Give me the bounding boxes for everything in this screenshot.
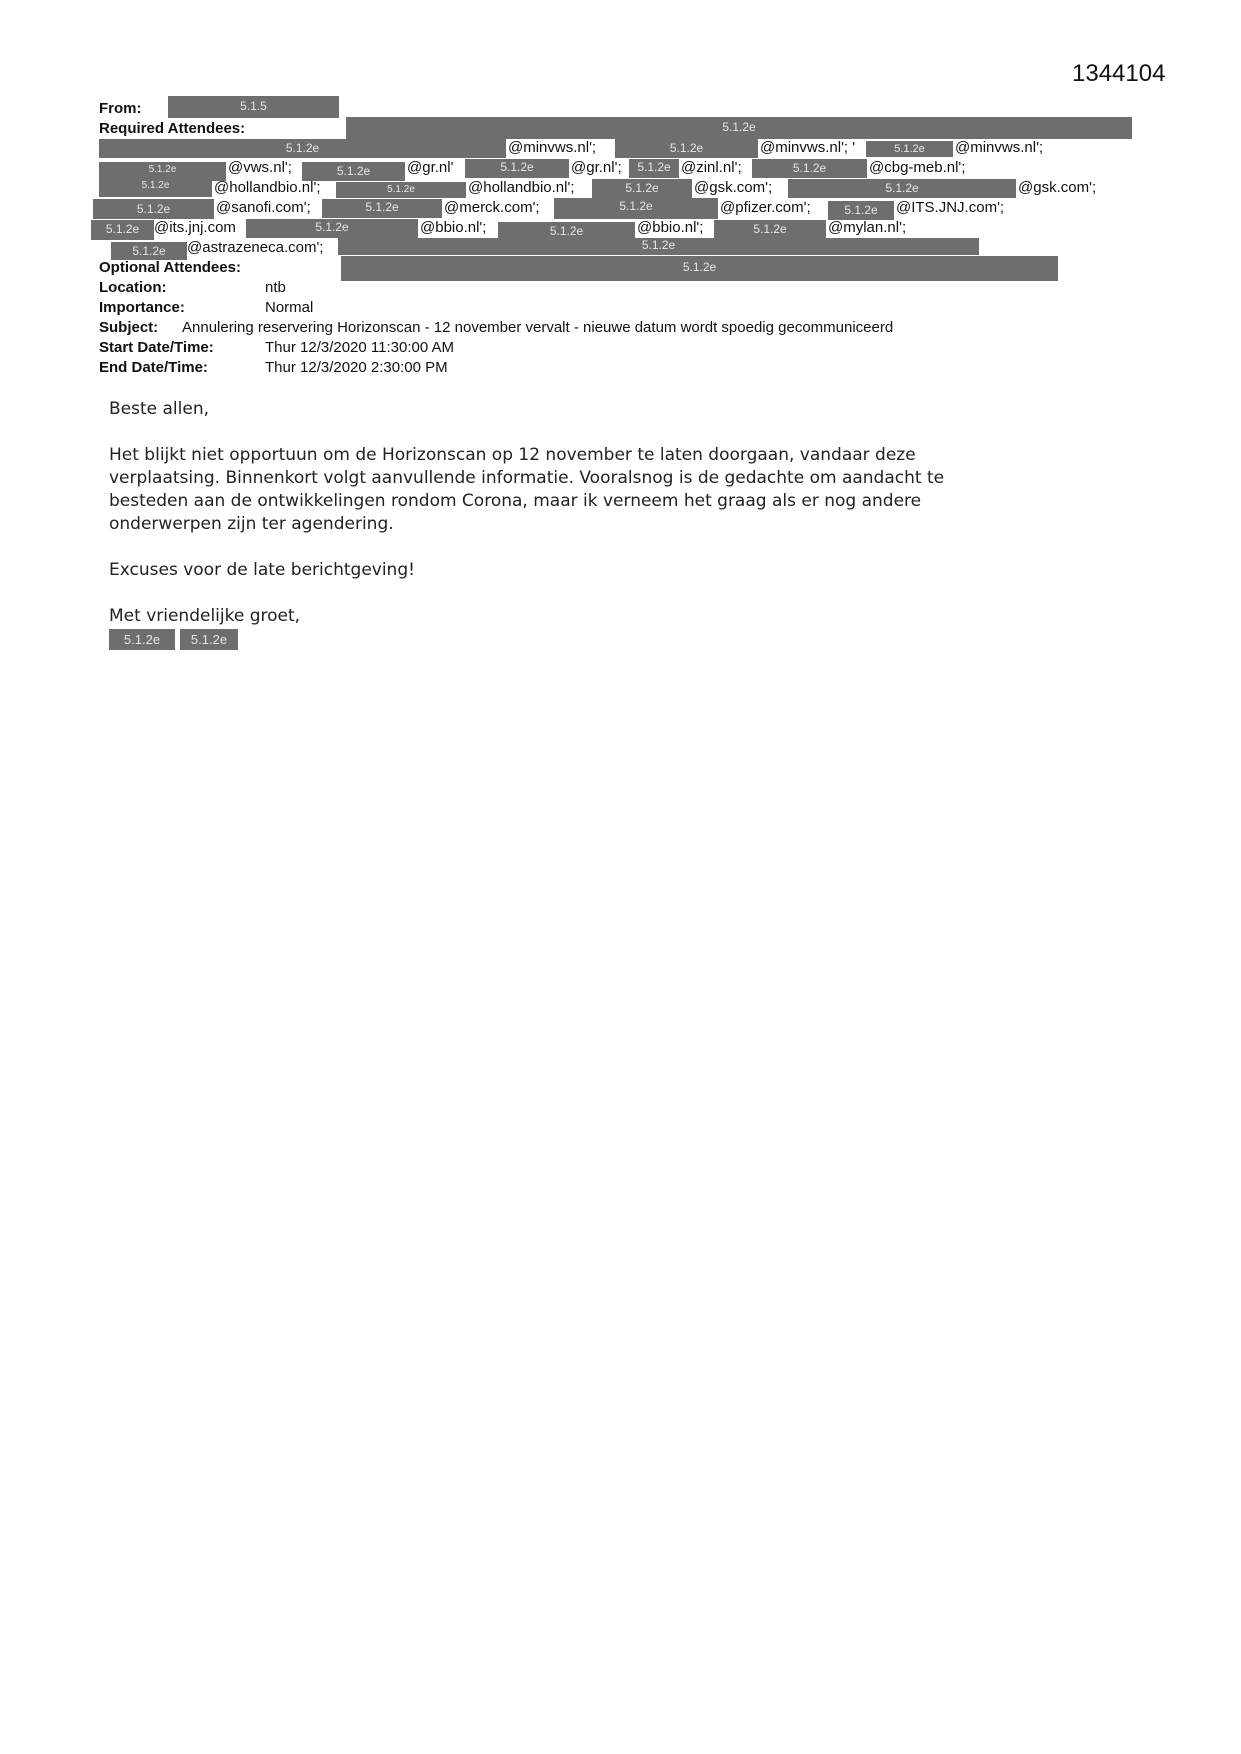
end-datetime-value: Thur 12/3/2020 2:30:00 PM — [265, 359, 448, 376]
email-domain: @bbio.nl'; — [420, 219, 487, 236]
email-domain: @hollandbio.nl'; — [214, 179, 321, 196]
email-domain: @its.jnj.com — [154, 219, 236, 236]
email-domain: @gsk.com'; — [1018, 179, 1097, 196]
start-datetime-label: Start Date/Time: — [99, 339, 214, 356]
signature-redaction: 5.1.2e — [109, 629, 175, 650]
redaction-block: 5.1.2e — [322, 199, 442, 218]
email-domain: @zinl.nl'; — [681, 159, 742, 176]
importance-value: Normal — [265, 299, 314, 316]
email-domain: @minvws.nl'; ' — [760, 139, 856, 156]
email-domain: @minvws.nl'; — [955, 139, 1044, 156]
from-label: From: — [99, 100, 142, 117]
redaction-block: 5.1.2e — [346, 117, 1132, 139]
redaction-block: 5.1.2e — [111, 242, 187, 260]
email-domain: @merck.com'; — [444, 199, 540, 216]
start-datetime-value: Thur 12/3/2020 11:30:00 AM — [265, 339, 455, 356]
redaction-block: 5.1.2e — [592, 179, 692, 198]
email-domain: @gsk.com'; — [694, 179, 773, 196]
message-greeting: Beste allen, — [109, 399, 210, 419]
redaction-block: 5.1.2e — [498, 222, 635, 241]
redaction-block: 5.1.2e — [629, 159, 679, 178]
redaction-block: 5.1.2e — [338, 238, 979, 255]
redaction-block: 5.1.2e — [615, 139, 758, 158]
email-domain: @bbio.nl'; — [637, 219, 704, 236]
redaction-block: 5.1.2e — [828, 201, 894, 220]
subject-value: Annulering reservering Horizonscan - 12 november vervalt - nieuwe datum wordt spoedig gecommuniceerd — [182, 319, 894, 336]
email-domain: @hollandbio.nl'; — [468, 179, 575, 196]
redaction-block: 5.1.2e — [91, 220, 154, 240]
redaction-block: 5.1.2e — [336, 182, 466, 198]
email-domain: @astrazeneca.com'; — [187, 239, 324, 256]
message-apology: Excuses voor de late berichtgeving! — [109, 560, 415, 580]
from-redaction: 5.1.5 — [168, 96, 339, 118]
email-domain: @cbg-meb.nl'; — [869, 159, 966, 176]
email-domain: @pfizer.com'; — [720, 199, 811, 216]
redaction-block: 5.1.2e — [341, 256, 1058, 281]
email-domain: @gr.nl' — [407, 159, 454, 176]
email-domain: @gr.nl'; — [571, 159, 622, 176]
redaction-block: 5.1.2e — [788, 179, 1016, 198]
message-paragraph-line: besteden aan de ontwikkelingen rondom Corona, maar ik verneem het graag als er nog andere — [109, 491, 922, 511]
redaction-block: 5.1.2e — [465, 159, 569, 178]
redaction-block: 5.1.2e — [93, 199, 214, 219]
redaction-block: 5.1.2e — [554, 198, 718, 219]
redaction-block: 5.1.2e — [99, 162, 226, 181]
message-closing: Met vriendelijke groet, — [109, 606, 301, 626]
redaction-block: 5.1.2e — [246, 219, 418, 238]
email-domain: @sanofi.com'; — [216, 199, 311, 216]
redaction-block: 5.1.2e — [752, 159, 867, 178]
redaction-block: 5.1.2e — [302, 162, 405, 181]
document-number: 1344104 — [1072, 60, 1166, 87]
email-domain: @mylan.nl'; — [828, 219, 907, 236]
redaction-block: 5.1.2e — [99, 179, 212, 197]
subject-label: Subject: — [99, 319, 159, 336]
required-attendees-label: Required Attendees: — [99, 120, 246, 137]
optional-attendees-label: Optional Attendees: — [99, 259, 241, 276]
redaction-block: 5.1.2e — [99, 139, 506, 158]
signature-redaction: 5.1.2e — [180, 629, 238, 650]
message-paragraph-line: verplaatsing. Binnenkort volgt aanvullende informatie. Vooralsnog is de gedachte om aandacht te — [109, 468, 945, 488]
importance-label: Importance: — [99, 299, 185, 316]
email-domain: @ITS.JNJ.com'; — [896, 199, 1005, 216]
email-domain: @vws.nl'; — [228, 159, 292, 176]
redaction-block: 5.1.2e — [866, 141, 953, 157]
email-domain: @minvws.nl'; — [508, 139, 597, 156]
location-value: ntb — [265, 279, 286, 296]
message-paragraph-line: Het blijkt niet opportuun om de Horizonscan op 12 november te laten doorgaan, vandaar deze — [109, 445, 916, 465]
location-label: Location: — [99, 279, 167, 296]
end-datetime-label: End Date/Time: — [99, 359, 208, 376]
message-paragraph-line: onderwerpen zijn ter agendering. — [109, 514, 394, 534]
redaction-block: 5.1.2e — [714, 220, 826, 239]
